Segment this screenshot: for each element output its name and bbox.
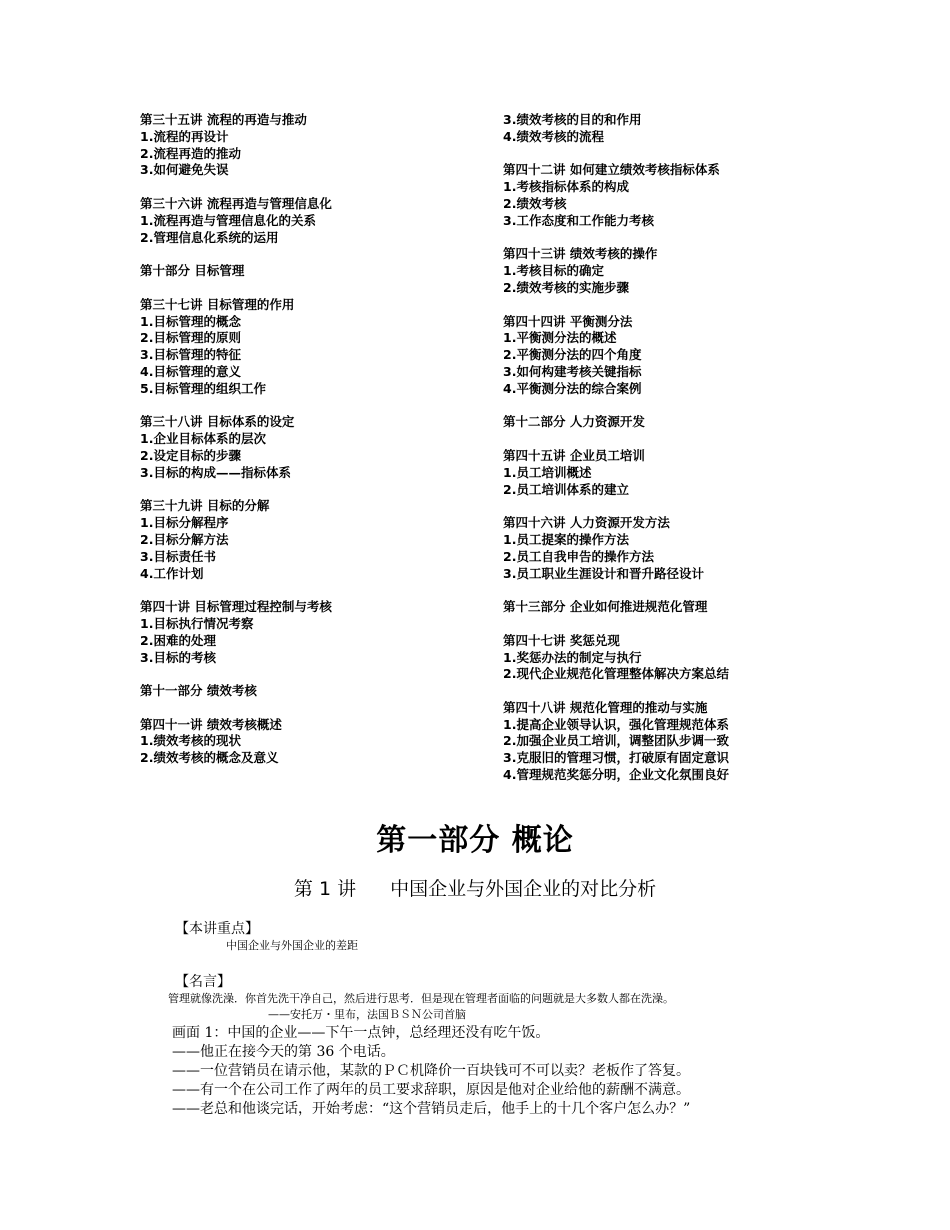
toc-subitem: 2.困难的处理 bbox=[140, 632, 216, 648]
toc-subitem: 4.工作计划 bbox=[140, 565, 204, 581]
toc-heading: 第三十九讲 目标的分解 bbox=[140, 498, 270, 514]
toc-subitem: 2.目标分解方法 bbox=[140, 531, 229, 547]
toc-subitem: 2.目标管理的原则 bbox=[140, 330, 241, 346]
toc-subitem: 1.流程再造与管理信息化的关系 bbox=[140, 212, 316, 228]
quote-text: 管理就像洗澡．你首先洗干净自己，然后进行思考．但是现在管理者面临的问题就是大多数人都在洗澡。 bbox=[168, 992, 674, 1005]
toc-heading: 第四十五讲 企业员工培训 bbox=[503, 447, 645, 463]
toc-subitem: 4.绩效考核的流程 bbox=[503, 128, 604, 144]
toc-subitem: 1.员工培训概述 bbox=[503, 464, 592, 480]
toc-spacer bbox=[503, 431, 803, 448]
lecture-number: 第 1 讲 bbox=[293, 878, 357, 900]
toc-heading: 第四十讲 目标管理过程控制与考核 bbox=[140, 599, 332, 615]
lecture-title bbox=[0, 874, 950, 901]
toc-subitem: 3.绩效考核的目的和作用 bbox=[503, 112, 642, 127]
toc-subitem: 1.企业目标体系的层次 bbox=[140, 431, 266, 447]
toc-subitem: 4.管理规范奖惩分明，企业文化氛围良好 bbox=[503, 767, 729, 783]
toc-spacer bbox=[503, 582, 803, 599]
toc-subitem: 4.目标管理的意义 bbox=[140, 363, 241, 379]
toc-heading: 第四十一讲 绩效考核概述 bbox=[140, 716, 282, 732]
toc-spacer bbox=[140, 666, 480, 683]
toc-spacer bbox=[140, 246, 480, 263]
toc-spacer bbox=[140, 179, 480, 196]
toc-heading: 第十部分 目标管理 bbox=[140, 263, 245, 279]
toc-heading: 第四十七讲 奖惩兑现 bbox=[503, 632, 620, 648]
toc-subitem: 3.目标的构成——指标体系 bbox=[140, 464, 291, 480]
toc-subitem: 3.如何构建考核关键指标 bbox=[503, 363, 642, 379]
toc-subitem: 1.考核指标体系的构成 bbox=[503, 179, 629, 195]
toc-subitem: 2.绩效考核的实施步骤 bbox=[503, 279, 629, 295]
toc-subitem: 1.绩效考核的现状 bbox=[140, 733, 241, 749]
toc-subitem: 2.现代企业规范化管理整体解决方案总结 bbox=[503, 666, 729, 682]
toc-subitem: 1.员工提案的操作方法 bbox=[503, 531, 629, 547]
toc-spacer bbox=[140, 398, 480, 415]
quote-label: 【名言】 bbox=[175, 974, 231, 990]
toc-subitem: 3.工作态度和工作能力考核 bbox=[503, 212, 654, 228]
toc-spacer bbox=[503, 230, 803, 247]
toc-subitem: 3.目标责任书 bbox=[140, 548, 216, 564]
toc-spacer bbox=[503, 297, 803, 314]
quote-attribution: ——安托万・里布，法国ＢＳＮ公司首脑 bbox=[268, 1008, 466, 1021]
toc-subitem: 2.设定目标的步骤 bbox=[140, 447, 241, 463]
toc-subitem: 3.如何避免失误 bbox=[140, 162, 229, 178]
body-line: ——有一个在公司工作了两年的员工要求辞职，原因是他对企业给他的薪酬不满意。 bbox=[172, 1082, 690, 1098]
toc-subitem: 1.目标管理的概念 bbox=[140, 313, 241, 329]
toc-heading: 第三十六讲 流程再造与管理信息化 bbox=[140, 195, 332, 211]
toc-heading: 第三十八讲 目标体系的设定 bbox=[140, 414, 295, 430]
toc-subitem: 1.提高企业领导认识，强化管理规范体系 bbox=[503, 716, 729, 732]
toc-heading: 第四十三讲 绩效考核的操作 bbox=[503, 246, 658, 262]
toc-heading: 第四十六讲 人力资源开发方法 bbox=[503, 515, 670, 531]
toc-spacer bbox=[503, 616, 803, 633]
toc-spacer bbox=[503, 498, 803, 515]
toc-subitem: 1.奖惩办法的制定与执行 bbox=[503, 649, 642, 665]
body-line: ——一位营销员在请示他，某款的ＰＣ机降价一百块钱可不可以卖？老板作了答复。 bbox=[172, 1063, 690, 1079]
toc-spacer bbox=[140, 482, 480, 499]
toc-subitem: 3.目标的考核 bbox=[140, 649, 216, 665]
toc-subitem: 2.加强企业员工培训，调整团队步调一致 bbox=[503, 733, 729, 749]
toc-spacer bbox=[503, 398, 803, 415]
toc-heading: 第三十七讲 目标管理的作用 bbox=[140, 296, 295, 312]
toc-spacer bbox=[503, 683, 803, 700]
toc-subitem: 5.目标管理的组织工作 bbox=[140, 380, 266, 396]
toc-subitem: 2.平衡测分法的四个角度 bbox=[503, 347, 642, 363]
toc-subitem: 3.员工职业生涯设计和晋升路径设计 bbox=[503, 565, 704, 581]
toc-subitem: 3.克服旧的管理习惯，打破原有固定意识 bbox=[503, 750, 729, 766]
toc-spacer bbox=[140, 582, 480, 599]
toc-heading: 第十三部分 企业如何推进规范化管理 bbox=[503, 599, 708, 615]
toc-heading: 第三十五讲 流程的再造与推动 bbox=[140, 112, 307, 127]
body-line: ——他正在接今天的第 36 个电话。 bbox=[172, 1044, 395, 1060]
toc-spacer bbox=[503, 146, 803, 163]
toc-heading: 第四十四讲 平衡测分法 bbox=[503, 313, 633, 329]
toc-subitem: 4.平衡测分法的综合案例 bbox=[503, 380, 642, 396]
toc-subitem: 1.目标分解程序 bbox=[140, 515, 229, 531]
toc-spacer bbox=[140, 280, 480, 297]
toc-heading: 第十一部分 绩效考核 bbox=[140, 683, 257, 699]
toc-subitem: 2.绩效考核 bbox=[503, 195, 567, 211]
toc-subitem: 1.平衡测分法的概述 bbox=[503, 330, 617, 346]
toc-subitem: 1.流程的再设计 bbox=[140, 128, 229, 144]
toc-heading: 第四十八讲 规范化管理的推动与实施 bbox=[503, 699, 708, 715]
part-title: 第一部分 概论 bbox=[376, 823, 574, 858]
toc-subitem: 1.目标执行情况考察 bbox=[140, 615, 254, 631]
toc-subitem: 2.员工自我申告的操作方法 bbox=[503, 548, 654, 564]
toc-right-column bbox=[503, 112, 803, 784]
toc-heading: 第四十二讲 如何建立绩效考核指标体系 bbox=[503, 162, 720, 178]
toc-heading: 第十二部分 人力资源开发 bbox=[503, 414, 645, 430]
focus-label: 【本讲重点】 bbox=[175, 921, 259, 937]
toc-subitem: 3.目标管理的特征 bbox=[140, 347, 241, 363]
body-line: 画面 1：中国的企业——下午一点钟，总经理还没有吃午饭。 bbox=[172, 1025, 550, 1041]
focus-text: 中国企业与外国企业的差距 bbox=[226, 939, 358, 952]
toc-left-column bbox=[140, 112, 480, 767]
lecture-name: 中国企业与外国企业的对比分析 bbox=[390, 878, 657, 900]
toc-spacer bbox=[140, 700, 480, 717]
toc-subitem: 2.管理信息化系统的运用 bbox=[140, 229, 279, 245]
body-line: ——老总和他谈完话，开始考虑：“这个营销员走后，他手上的十几个客户怎么办？” bbox=[172, 1101, 691, 1117]
toc-subitem: 1.考核目标的确定 bbox=[503, 263, 604, 279]
toc-subitem: 2.流程再造的推动 bbox=[140, 145, 241, 161]
toc-subitem: 2.员工培训体系的建立 bbox=[503, 481, 629, 497]
toc-subitem: 2.绩效考核的概念及意义 bbox=[140, 750, 279, 766]
